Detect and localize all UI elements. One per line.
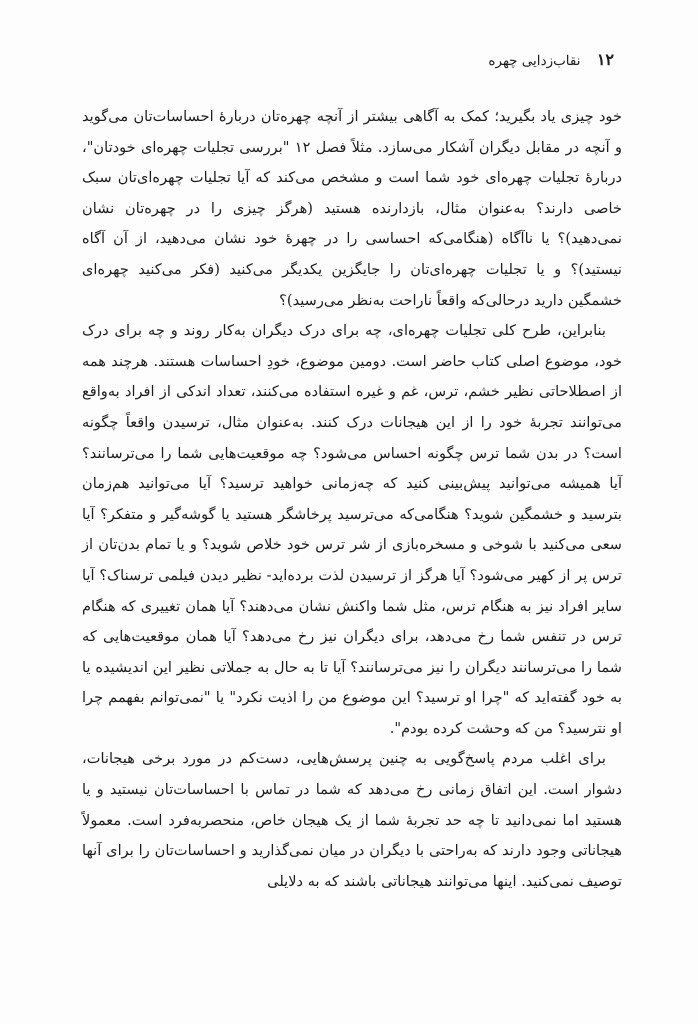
paragraph: بنابراین، طرح کلی تجلیات چهره‌ای، چه برای درک دیگران به‌کار روند و چه برای درک خود، موضوع اصلی کتاب حاضر است. دومین موضوع، خودِ احساسات هستند. هرچند همه از اصطلاحاتی نظیر خشم، ترس، غم و غیره استفاده می‌کنند، تعداد اندکی از افراد به‌واقع می‌توانند تجربهٔ خود را از این هیجانات درک کنند. به‌عنوان مثال، ترسیدن واقعاً چگونه است؟ در بدن شما ترس چگونه احساس می‌شود؟ چه موقعیت‌هایی شما را می‌ترسانند؟ آیا همیشه می‌توانید پیش‌بینی کنید که چه‌زمانی خواهید ترسید؟ آیا می‌توانید هم‌زمان بترسید و خشمگین شوید؟ هنگامی‌که می‌ترسید پرخاشگر هستید یا گوشه‌گیر و متفکر؟ آیا سعی می‌کنید با شوخی و مسخره‌بازی از شر ترس خود خلاص شوید؟ و یا تمام بدن‌تان از ترس پر از کهیر می‌شود؟ آیا هرگز از ترسیدن لذت برده‌اید- نظیر دیدن فیلمی ترسناک؟ آیا سایر افراد نیز به هنگام ترس، مثل شما واکنش نشان می‌دهند؟ آیا همان تغییری که هنگام ترس در تنفس شما رخ می‌دهد، برای دیگران نیز رخ می‌دهد؟ آیا همان موقعیت‌هایی که شما را می‌ترسانند دیگران را نیز می‌ترسانند؟ آیا تا به حال به جملاتی نظیر این اندیشیده یا به خود گفته‌اید که "چرا او ترسید؟ این موضوع من را اذیت نکرد" یا "نمی‌توانم بفهمم چرا او نترسید؟ من که وحشت کرده بودم". xyxy=(82,322,622,737)
running-head xyxy=(488,50,614,71)
body-text xyxy=(82,102,622,897)
page-number: ۱۲ xyxy=(596,50,614,69)
paragraph: برای اغلب مردم پاسخ‌گویی به چنین پرسش‌هایی، دست‌کم در مورد برخی هیجانات، دشوار است. این اتفاق زمانی رخ می‌دهد که شما در تماس با احساسات‌تان نیستید و یا هستید اما نمی‌دانید تا چه حد تجربهٔ شما از یک هیجان خاص، منحصربه‌فرد است. معمولاً هیجاناتی وجود دارند که به‌راحتی با دیگران در میان نمی‌گذارید و احساسات‌تان را برای آنها توصیف نمی‌کنید. اینها می‌توانند هیجاناتی باشند که به دلایلی xyxy=(82,750,622,890)
book-title: نقاب‌زدایی چهره xyxy=(488,53,581,69)
paragraph: خود چیزی یاد بگیرید؛ کمک به آگاهی بیشتر از آنچه چهره‌تان دربارهٔ احساسات‌تان می‌گوید و آنچه در مقابل دیگران آشکار می‌سازد. مثلاً فصل ۱۲ "بررسی تجلیات چهره‌ای خودتان"، دربارهٔ تجلیات چهره‌ای خود شما است و مشخص می‌کند که آیا تجلیات چهره‌ای‌تان سبک خاصی دارند؟ به‌عنوان مثال، بازدارنده هستید (هرگز چیزی را در چهره‌تان نشان نمی‌دهید)؟ یا ناآگاه (هنگامی‌که احساسی را در چهرهٔ خود نشان می‌دهید، از آن آگاه نیستید)؟ و یا تجلیات چهره‌ای‌تان را جایگزین یکدیگر می‌کنید (فکر می‌کنید چهره‌ای خشمگین دارید درحالی‌که واقعاً ناراحت به‌نظر می‌رسید)؟ xyxy=(82,108,623,309)
